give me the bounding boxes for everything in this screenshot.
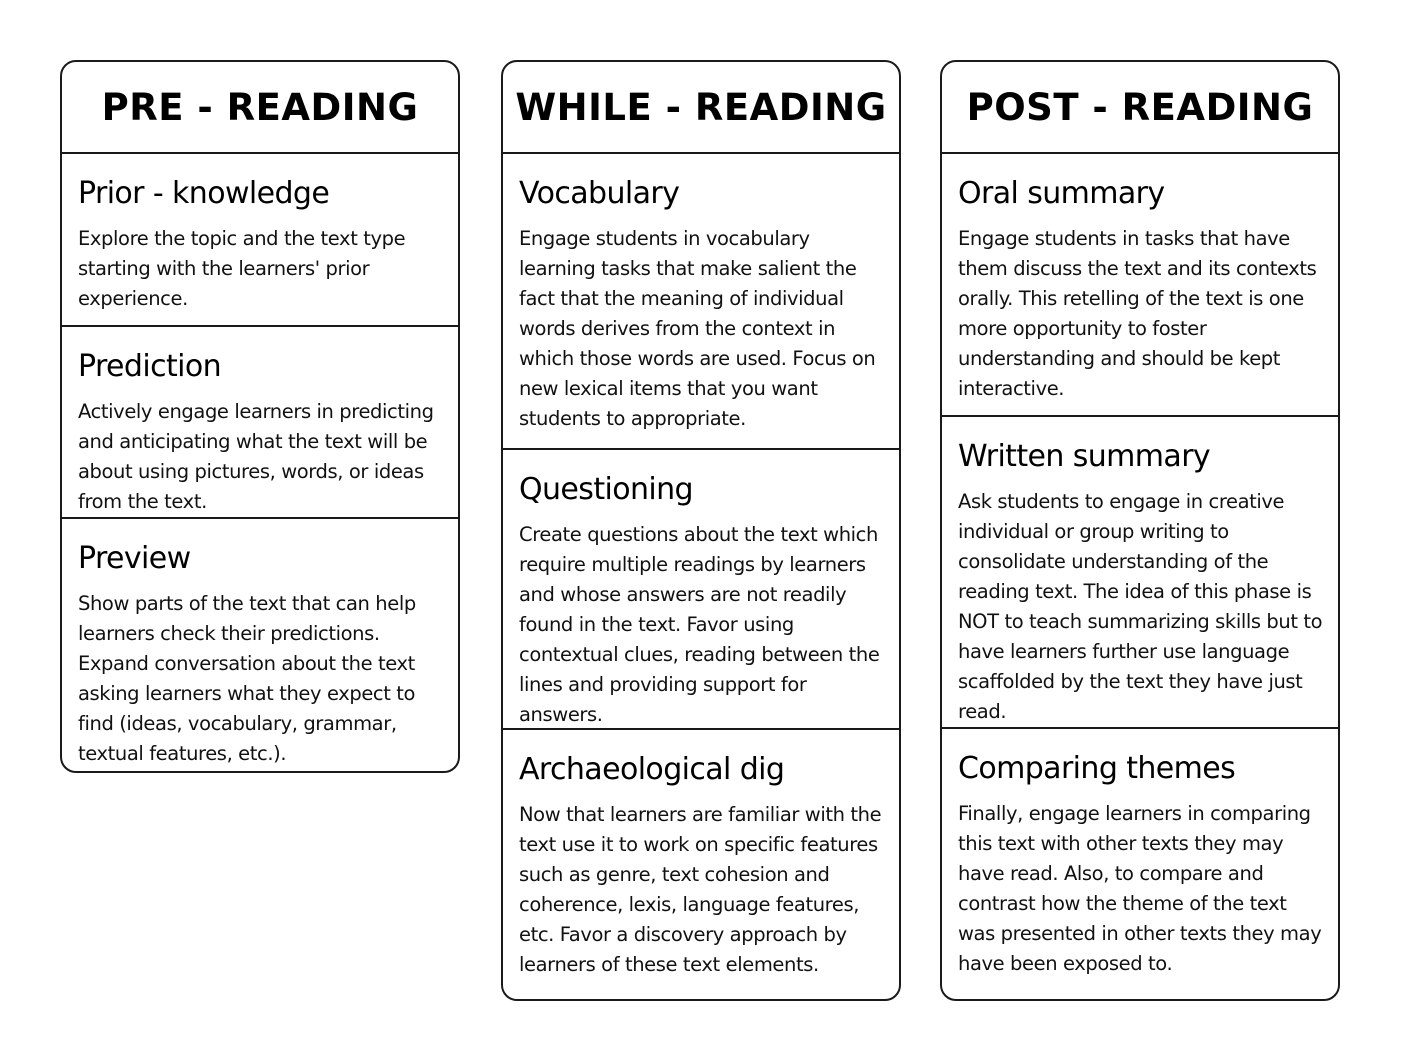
section-prediction	[62, 325, 458, 517]
card-header	[942, 62, 1338, 154]
card-title: PRE - READING	[101, 85, 419, 129]
section-preview	[62, 517, 458, 771]
section-heading: Prior - knowledge	[78, 176, 330, 211]
section-heading: Written summary	[958, 439, 1211, 474]
section-comparing-themes	[942, 727, 1338, 1000]
section-heading: Preview	[78, 541, 191, 576]
section-heading: Prediction	[78, 349, 222, 384]
section-text: Actively engage learners in predicting and anticipating what the text will be about using pictures, words, or ideas from the text.	[78, 400, 434, 513]
card-title: POST - READING	[966, 85, 1314, 129]
section-text: Finally, engage learners in comparing this text with other texts they may have read. Also, to compare and contrast how the theme of the text was presented in other texts they may have been exposed to.	[958, 802, 1322, 975]
section-heading: Archaeological dig	[519, 752, 785, 787]
while-reading-card	[501, 60, 901, 1001]
section-oral-summary	[942, 154, 1338, 415]
section-heading: Vocabulary	[519, 176, 680, 211]
card-title: WHILE - READING	[515, 85, 887, 129]
pre-reading-card	[60, 60, 460, 773]
section-text: Ask students to engage in creative individual or group writing to consolidate understanding of the reading text. The idea of this phase is NOT to teach summarizing skills but to have learners further use language scaffolded by the text they have just read.	[958, 490, 1323, 723]
section-written-summary	[942, 415, 1338, 727]
section-archaeological-dig	[503, 728, 899, 1000]
card-header	[62, 62, 458, 154]
section-prior-knowledge	[62, 154, 458, 325]
section-text: Engage students in vocabulary learning tasks that make salient the fact that the meaning of individual words derives from the context in which those words are used. Focus on new lexical items that you want students to appropriate.	[519, 227, 876, 430]
section-heading: Oral summary	[958, 176, 1165, 211]
section-text: Now that learners are familiar with the text use it to work on specific features such as genre, text cohesion and coherence, lexis, language features, etc. Favor a discovery approach by learners of these text elements.	[519, 803, 882, 976]
section-heading: Questioning	[519, 472, 693, 507]
section-text: Create questions about the text which require multiple readings by learners and whose answers are not readily found in the text. Favor using contextual clues, reading between the lines and providing support for answers.	[519, 523, 880, 726]
section-text: Engage students in tasks that have them discuss the text and its contexts orally. This retelling of the text is one more opportunity to foster understanding and should be kept interactive.	[958, 227, 1317, 400]
card-header	[503, 62, 899, 154]
section-questioning	[503, 448, 899, 728]
section-vocabulary	[503, 154, 899, 448]
section-heading: Comparing themes	[958, 751, 1236, 786]
post-reading-card	[940, 60, 1340, 1001]
section-text: Show parts of the text that can help learners check their predictions. Expand conversation about the text asking learners what they expect to find (ideas, vocabulary, grammar, textual features, etc.).	[78, 592, 416, 765]
section-text: Explore the topic and the text type starting with the learners' prior experience.	[78, 227, 406, 310]
